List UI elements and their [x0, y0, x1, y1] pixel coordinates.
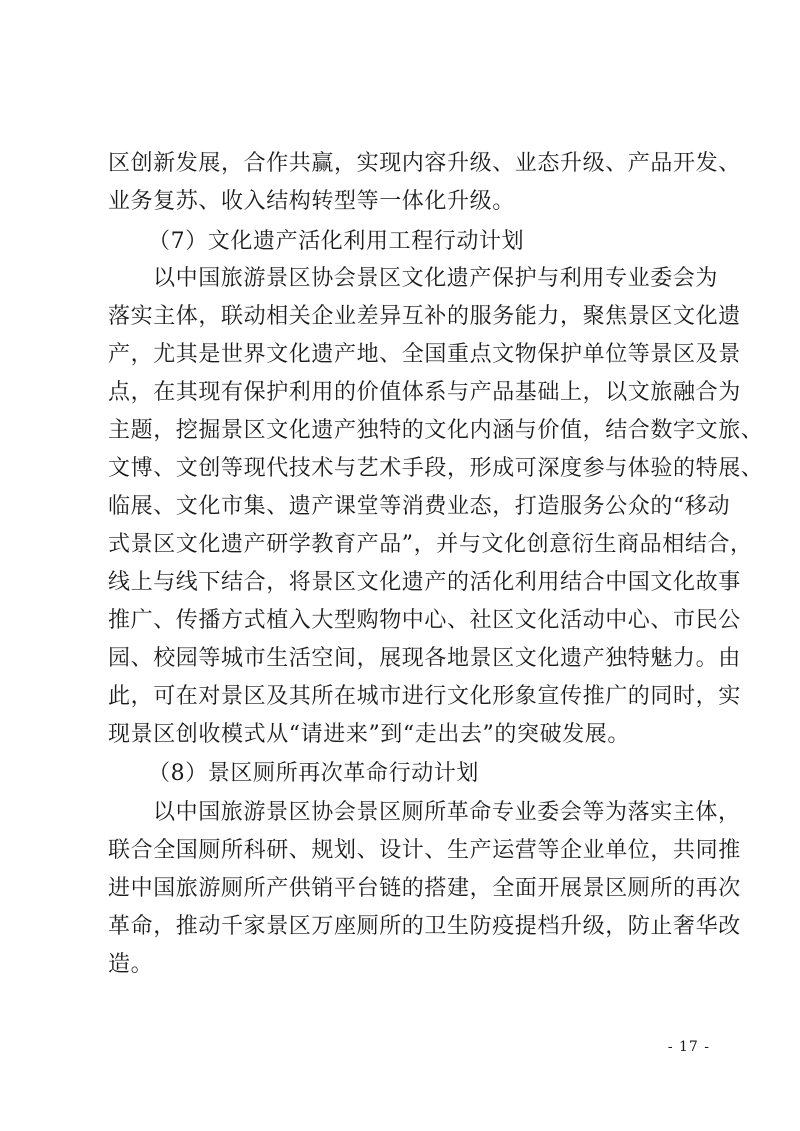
paragraph-line: 园、校园等城市生活空间，展现各地景区文化遗产独特魅力。由	[108, 646, 741, 671]
paragraph-line: 联合全国厕所科研、规划、设计、生产运营等企业单位，共同推	[108, 838, 741, 863]
section-heading-8: （8）景区厕所再次革命行动计划	[148, 761, 479, 786]
paragraph-line: 推广、传播方式植入大型购物中心、社区文化活动中心、市民公	[108, 608, 741, 633]
paragraph-line: 落实主体，联动相关企业差异互补的服务能力，聚焦景区文化遗	[108, 304, 741, 329]
paragraph-line: 式景区文化遗产研学教育产品”，并与文化创意衍生商品相结合，	[108, 532, 753, 557]
paragraph-line: 现景区创收模式从“请进来”到“走出去”的突破发展。	[108, 722, 630, 747]
paragraph-line: 以中国旅游景区协会景区厕所革命专业委会等为落实主体，	[153, 800, 741, 825]
paragraph-line: 革命，推动千家景区万座厕所的卫生防疫提档升级，防止奢华改	[108, 914, 741, 939]
paragraph-line: 产，尤其是世界文化遗产地、全国重点文物保护单位等景区及景	[108, 342, 741, 367]
paragraph-line: 线上与线下结合，将景区文化遗产的活化利用结合中国文化故事	[108, 570, 741, 595]
paragraph-line: 临展、文化市集、遗产课堂等消费业态，打造服务公众的“移动	[108, 494, 731, 519]
paragraph-line: 此，可在对景区及其所在城市进行文化形象宣传推广的同时，实	[108, 684, 741, 709]
paragraph-line: 以中国旅游景区协会景区文化遗产保护与利用专业委会为	[153, 266, 719, 291]
paragraph-line: 区创新发展，合作共赢，实现内容升级、业态升级、产品开发、	[108, 151, 741, 176]
paragraph-line: 文博、文创等现代技术与艺术手段，形成可深度参与体验的特展、	[108, 456, 764, 481]
paragraph-line: 造。	[108, 952, 154, 977]
paragraph-line: 进中国旅游厕所产供销平台链的搭建，全面开展景区厕所的再次	[108, 876, 741, 901]
section-heading-7: （7）文化遗产活化利用工程行动计划	[148, 229, 525, 254]
paragraph-line: 主题，挖掘景区文化遗产独特的文化内涵与价值，结合数字文旅、	[108, 418, 764, 443]
paragraph-line: 点，在其现有保护利用的价值体系与产品基础上，以文旅融合为	[108, 380, 741, 405]
page-number: - 17 -	[667, 1039, 710, 1055]
paragraph-line: 业务复苏、收入结构转型等一体化升级。	[108, 189, 515, 214]
